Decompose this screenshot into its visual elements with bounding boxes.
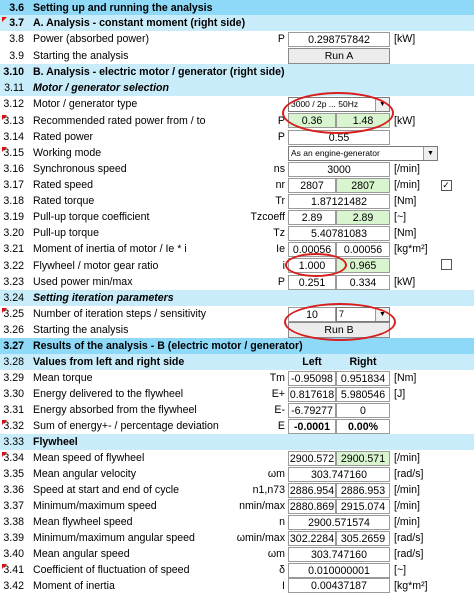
row-label: Working mode xyxy=(33,147,102,159)
row-number: 3.21 xyxy=(3,243,24,255)
symbol: P xyxy=(277,131,285,143)
row-label: Mean angular speed xyxy=(33,548,130,560)
subsection-title: B. Analysis - electric motor / generator (right side) xyxy=(33,66,285,78)
row-number: 3.6 xyxy=(9,1,24,14)
row-number: 3.25 xyxy=(3,308,24,320)
group-title: Setting iteration parameters xyxy=(33,292,174,304)
row-moment-of-inertia xyxy=(0,578,474,593)
symbol: Tz xyxy=(273,227,285,239)
symbol: E xyxy=(277,420,285,432)
row-number: 3.29 xyxy=(3,372,24,384)
row-mean-angular-velocity xyxy=(0,466,474,482)
row-number: 3.14 xyxy=(3,131,24,143)
row-working-mode xyxy=(0,145,474,161)
energy-sum: -0.0001 xyxy=(288,419,336,434)
row-number: 3.27 xyxy=(3,340,24,352)
speed-max: 2915.074 xyxy=(336,499,390,514)
symbol: ns xyxy=(273,163,285,175)
row-mean-angular-speed xyxy=(0,546,474,562)
speed-min: 2880.869 xyxy=(289,500,335,513)
row-label: Power (absorbed power) xyxy=(33,33,149,45)
section-title: Results of the analysis - B (electric motor / generator) xyxy=(33,340,303,352)
inertia-right: 0.00056 xyxy=(336,242,390,257)
mean-angular-velocity-value: 303.747160 xyxy=(288,467,390,482)
row-label: Energy delivered to the flywheel xyxy=(33,388,184,400)
row-label: Mean torque xyxy=(33,372,93,384)
energy-delivered-right: 5.980546 xyxy=(336,387,390,402)
unit: [Nm] xyxy=(394,195,417,207)
rated-torque-value: 1.87121482 xyxy=(288,194,390,209)
symbol: i xyxy=(282,259,285,272)
row-label: Rated speed xyxy=(33,179,94,191)
symbol: n xyxy=(279,516,285,528)
row-label: Mean flywheel speed xyxy=(33,516,133,528)
row-number: 3.38 xyxy=(3,516,24,528)
row-number: 3.9 xyxy=(9,49,24,62)
rated-power-value: 0.55 xyxy=(288,130,390,145)
row-label: Minimum/maximum speed xyxy=(33,500,157,512)
unit: [rad/s] xyxy=(394,548,424,560)
row-number: 3.7 xyxy=(0,17,27,29)
symbol: Tzcoeff xyxy=(250,211,285,223)
mean-flywheel-speed-value: 2900.571574 xyxy=(288,515,390,530)
energy-delivered-left: 0.817618 xyxy=(289,388,335,401)
row-label: Starting the analysis xyxy=(33,324,129,336)
used-power-min: 0.251 xyxy=(288,275,336,290)
pullup-torque-value: 5.40781083 xyxy=(288,226,390,241)
row-start-analysis-a xyxy=(0,47,474,64)
symbol: Tm xyxy=(269,372,285,384)
unit: [/min] xyxy=(394,500,420,512)
row-energy-delivered xyxy=(0,386,474,402)
unit: [rad/s] xyxy=(394,532,424,544)
symbol: nmin/max xyxy=(239,500,285,512)
row-number: 3.30 xyxy=(3,388,24,400)
row-label: Coefficient of fluctuation of speed xyxy=(33,564,190,576)
symbol: E+ xyxy=(271,388,285,400)
speed-end: 2886.953 xyxy=(336,483,390,498)
gear-ratio-right: 0.965 xyxy=(336,258,390,273)
unit: [kg*m²] xyxy=(394,579,428,592)
section-header-row xyxy=(0,338,474,354)
row-number: 3.22 xyxy=(3,259,24,272)
run-a-button[interactable]: Run A xyxy=(288,48,390,64)
row-number: 3.16 xyxy=(3,163,24,175)
row-number: 3.39 xyxy=(3,532,24,544)
row-number: 3.31 xyxy=(3,404,24,416)
row-recommended-power xyxy=(0,112,474,129)
subsection-title: A. Analysis - constant moment (right side) xyxy=(33,17,246,29)
unit: [/min] xyxy=(394,179,420,191)
sensitivity-dropdown[interactable]: 7 ▼ xyxy=(336,307,390,322)
unit: [kW] xyxy=(394,114,416,127)
mean-angular-speed-value: 303.747160 xyxy=(288,547,390,562)
row-number: 3.12 xyxy=(3,98,24,110)
speed-start: 2886.954 xyxy=(289,484,335,497)
group-header-row xyxy=(0,290,474,306)
unit: [Nm] xyxy=(394,372,417,384)
row-rated-torque xyxy=(0,193,474,209)
row-label: Moment of inertia xyxy=(33,579,115,592)
row-label: Used power min/max xyxy=(33,276,133,288)
row-number: 3.13 xyxy=(3,114,24,127)
symbol: ωm xyxy=(267,468,285,480)
row-label: Mean speed of flywheel xyxy=(33,452,145,464)
power-to: 1.48 xyxy=(336,113,390,128)
checkbox-icon[interactable] xyxy=(441,259,452,270)
used-power-max: 0.334 xyxy=(336,275,390,290)
row-mean-flywheel-speed xyxy=(0,514,474,530)
row-label: Recommended rated power from / to xyxy=(33,114,206,127)
symbol: ωmin/max xyxy=(236,532,285,544)
row-number: 3.15 xyxy=(3,147,24,159)
row-label: Motor / generator type xyxy=(33,98,138,110)
row-speed-start-end xyxy=(0,482,474,498)
moment-of-inertia-value: 0.00437187 xyxy=(288,578,390,593)
row-min-max-speed xyxy=(0,498,474,514)
symbol: nr xyxy=(275,179,285,191)
row-label: Synchronous speed xyxy=(33,163,127,175)
unit: [kg*m²] xyxy=(394,243,428,255)
row-number: 3.36 xyxy=(3,484,24,496)
energy-absorbed-left: -6.79277 xyxy=(288,403,336,418)
working-mode-dropdown[interactable]: As an engine-generator ▼ xyxy=(288,146,438,161)
row-label: Values from left and right side xyxy=(33,356,185,368)
row-motor-type xyxy=(0,96,474,112)
subsection-header-row xyxy=(0,15,474,31)
symbol: n1,n73 xyxy=(252,484,285,496)
row-number: 3.37 xyxy=(3,500,24,512)
row-pullup-torque xyxy=(0,225,474,241)
section-title: Setting up and running the analysis xyxy=(33,1,213,14)
iteration-steps-input[interactable]: 10 xyxy=(288,307,336,322)
symbol: P xyxy=(277,33,285,45)
chevron-down-icon[interactable]: ▼ xyxy=(375,308,389,321)
group-title: Motor / generator selection xyxy=(33,82,169,94)
row-number: 3.32 xyxy=(3,420,24,432)
row-energy-absorbed xyxy=(0,402,474,418)
row-label: Flywheel / motor gear ratio xyxy=(33,259,159,272)
symbol: P xyxy=(277,114,285,127)
symbol: I xyxy=(282,579,285,592)
gear-ratio-input[interactable]: 1.000 xyxy=(288,258,336,273)
row-mean-torque xyxy=(0,370,474,386)
power-from: 0.36 xyxy=(288,113,336,128)
row-min-max-angular-speed xyxy=(0,530,474,546)
pullup-coeff-right: 2.89 xyxy=(336,210,390,225)
row-label: Moment of inertia of motor / Ie * i xyxy=(33,243,187,255)
row-label: Starting the analysis xyxy=(33,49,129,62)
row-number: 3.33 xyxy=(3,436,24,448)
row-fluctuation-coeff xyxy=(0,562,474,578)
row-label: Energy absorbed from the flywheel xyxy=(33,404,197,416)
run-b-button[interactable]: Run B xyxy=(288,322,390,338)
row-used-power xyxy=(0,274,474,290)
mean-speed-right: 2900.571 xyxy=(336,451,390,466)
subsection-header-row xyxy=(0,434,474,450)
unit: [/min] xyxy=(394,452,420,464)
row-number: 3.26 xyxy=(3,324,24,336)
row-number: 3.23 xyxy=(3,276,24,288)
subsection-header-row xyxy=(0,64,474,80)
row-number: 3.35 xyxy=(3,468,24,480)
row-label: Pull-up torque xyxy=(33,227,99,239)
row-number: 3.28 xyxy=(3,356,24,368)
pullup-coeff-left: 2.89 xyxy=(288,210,336,225)
row-number: 3.18 xyxy=(3,195,24,207)
subsection-title: Flywheel xyxy=(33,436,78,448)
energy-absorbed-right: 0 xyxy=(336,403,390,418)
row-label: Minimum/maximum angular speed xyxy=(33,532,195,544)
mean-speed-left: 2900.572 xyxy=(289,452,335,465)
chevron-down-icon[interactable]: ▼ xyxy=(423,147,437,160)
angular-speed-min: 302.2284 xyxy=(289,532,335,545)
row-label: Pull-up torque coefficient xyxy=(33,211,150,223)
mean-torque-left: -0.95098 xyxy=(288,371,336,386)
column-right-header: Right xyxy=(349,356,377,368)
mean-torque-right: 0.951834 xyxy=(336,371,390,386)
row-rated-speed xyxy=(0,177,474,193)
row-number: 3.17 xyxy=(3,179,24,191)
row-number: 3.20 xyxy=(3,227,24,239)
row-rated-power xyxy=(0,129,474,145)
group-header-row xyxy=(0,80,474,96)
row-start-analysis-b xyxy=(0,322,474,338)
unit: [/min] xyxy=(394,163,420,175)
power-value: 0.298757842 xyxy=(288,32,390,47)
fluctuation-coeff-value: 0.010000001 xyxy=(288,563,390,578)
row-pullup-coeff xyxy=(0,209,474,225)
row-mean-speed-flywheel xyxy=(0,450,474,466)
row-synchronous-speed xyxy=(0,161,474,177)
row-number: 3.41 xyxy=(3,564,24,576)
section-header-row xyxy=(0,0,474,15)
row-number: 3.24 xyxy=(3,292,24,304)
row-number: 3.10 xyxy=(3,66,24,78)
unit: [~] xyxy=(394,211,407,223)
row-power-absorbed xyxy=(0,31,474,47)
rated-speed-right: 2807 xyxy=(336,178,390,193)
symbol: Ie xyxy=(276,243,285,255)
inertia-left: 0.00056 xyxy=(288,242,336,257)
row-energy-sum xyxy=(0,418,474,434)
row-label: Mean angular velocity xyxy=(33,468,137,480)
row-number: 3.42 xyxy=(3,579,24,592)
percentage-deviation: 0.00% xyxy=(336,419,390,434)
checkbox-icon[interactable]: ✓ xyxy=(442,180,450,190)
unit: [Nm] xyxy=(394,227,417,239)
symbol: δ xyxy=(279,564,285,576)
chevron-down-icon[interactable]: ▼ xyxy=(375,98,389,111)
rated-speed-left: 2807 xyxy=(288,178,336,193)
sync-speed-value: 3000 xyxy=(288,162,390,177)
symbol: E- xyxy=(274,404,285,416)
symbol: ωm xyxy=(267,548,285,560)
unit: [/min] xyxy=(394,484,420,496)
symbol: Tr xyxy=(275,195,285,207)
unit: [kW] xyxy=(394,33,416,45)
row-number: 3.11 xyxy=(4,82,24,94)
symbol: P xyxy=(277,276,285,288)
motor-type-dropdown[interactable]: 3000 / 2p ... 50Hz ▼ xyxy=(288,97,390,112)
row-number: 3.40 xyxy=(3,548,24,560)
row-label: Sum of energy+- / percentage deviation xyxy=(33,420,219,432)
row-label: Speed at start and end of cycle xyxy=(33,484,180,496)
row-iteration-steps xyxy=(0,306,474,322)
unit: [J] xyxy=(394,388,406,400)
row-label: Number of iteration steps / sensitivity xyxy=(33,308,207,320)
row-label: Rated power xyxy=(33,131,94,143)
row-number: 3.8 xyxy=(9,33,24,45)
angular-speed-max: 305.2659 xyxy=(336,531,390,546)
row-number: 3.34 xyxy=(3,452,24,464)
row-motor-inertia xyxy=(0,241,474,257)
unit: [rad/s] xyxy=(394,468,424,480)
row-label: Rated torque xyxy=(33,195,95,207)
row-number: 3.19 xyxy=(3,211,24,223)
column-header-row xyxy=(0,354,474,370)
unit: [~] xyxy=(394,564,407,576)
unit: [kW] xyxy=(394,276,416,288)
unit: [/min] xyxy=(394,516,420,528)
column-left-header: Left xyxy=(302,356,322,368)
row-gear-ratio xyxy=(0,257,474,274)
